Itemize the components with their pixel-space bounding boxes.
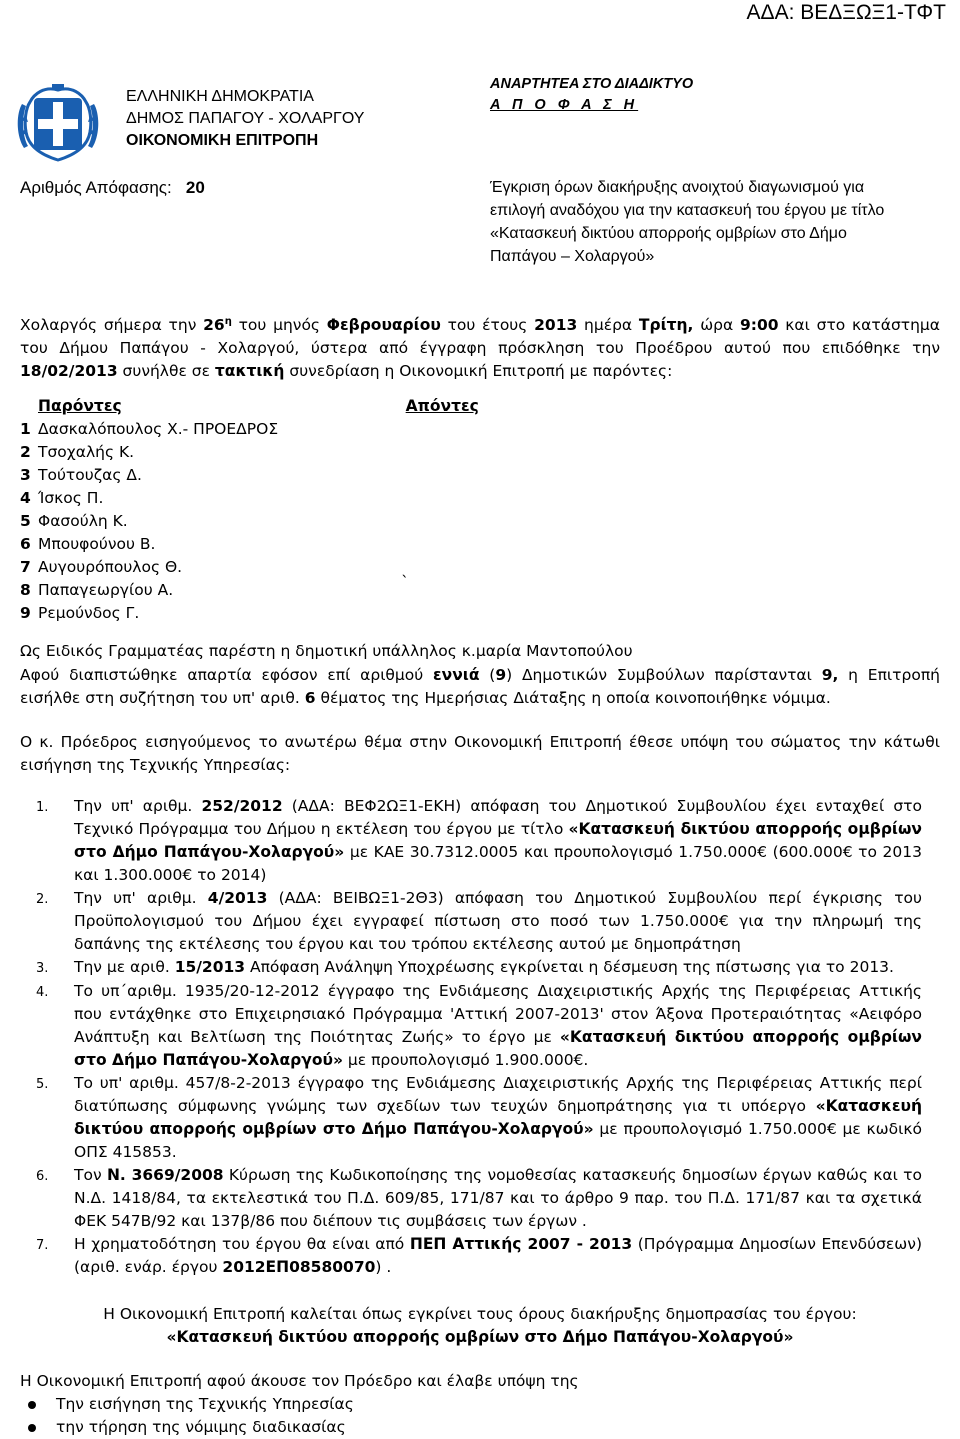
recital-segment: ) .	[375, 1258, 392, 1276]
recital-text	[74, 887, 922, 956]
recital-number: 7.	[36, 1238, 49, 1253]
recital-segment: Τον	[74, 1166, 107, 1184]
intro-text: συνεδρίαση η Οικονομική Επιτροπή με παρόντες:	[284, 362, 673, 381]
quorum-text: η Επιτροπή εισήλθε στη συζήτηση του υπ' αριθ.	[20, 666, 940, 707]
intro-text: Χολαργός σήμερα την	[20, 316, 204, 335]
attendance-list	[20, 395, 620, 625]
intro-text: του έτους	[440, 316, 535, 335]
intro-weekday: Τρίτη,	[638, 316, 694, 335]
call-text: Η Οικονομική Επιτροπή καλείται όπως εγκρίνει τους όρους διακήρυξης δημοπρασίας του έργου:	[103, 1305, 857, 1323]
recital-segment: Η χρηματοδότηση του έργου θα είναι από	[74, 1235, 410, 1253]
decision-number-value: 20	[185, 178, 205, 197]
intro-day-suffix: η	[224, 316, 232, 327]
recital-text	[74, 980, 922, 1072]
recital-item	[36, 795, 922, 887]
intro-text: ημέρα	[577, 316, 639, 335]
member-number: 3	[20, 466, 31, 484]
intro-year: 2013	[534, 316, 578, 335]
recital-item	[36, 956, 922, 980]
member-number: 4	[20, 489, 31, 507]
member-number: 2	[20, 443, 31, 461]
quorum-number: 9	[495, 666, 507, 684]
considerations-list	[20, 1393, 940, 1439]
recital-item	[36, 887, 922, 956]
project-title: «Κατασκευή δικτύου απορροής ομβρίων στο Δήμο Παπάγου-Χολαργού»	[74, 820, 922, 861]
member-number: 5	[20, 512, 31, 530]
recital-segment: Κύρωση της Κωδικοποίησης της νομοθεσίας κατασκευής δημοσίων έργων καθώς και το Ν.Δ. 1418/84, τα εκτελεστικά του Π.Δ. 609/85, 171/87 και το άρθρο 9 παρ. του Π.Δ. 171/87 και τα σχετικά ΦΕΚ 547Β/92 και 137β/86 που διέπουν τις συμβάσεις των έργων .	[74, 1166, 922, 1230]
recital-item	[36, 1233, 922, 1279]
header-committee: ΟΙΚΟΝΟΜΙΚΗ ΕΠΙΤΡΟΠΗ	[126, 132, 319, 149]
greek-coat-of-arms-icon	[14, 80, 102, 164]
secretary-line: Ως Ειδικός Γραμματέας παρέστη η δημοτική υπάλληλος κ.μαρία Μαντοπούλου	[20, 642, 633, 660]
posted-online-label: ΑΝΑΡΤΗΤΕΑ ΣΤΟ ΔΙΑΔΙΚΤΥΟ	[490, 76, 694, 92]
consideration-item: Την εισήγηση της Τεχνικής Υπηρεσίας	[36, 1393, 940, 1416]
member-number: 6	[20, 535, 31, 553]
recital-item	[36, 1072, 922, 1164]
member-name: Ρεμούνδος Γ.	[38, 604, 140, 622]
funding-program: ΠΕΠ Αττικής 2007 - 2013	[409, 1235, 633, 1253]
recital-segment: Απόφαση Ανάληψη Υποχρέωσης εγκρίνεται η δέσμευση της πίστωσης για το 2013.	[245, 958, 894, 976]
recital-segment: Το υπ' αριθμ. 457/8-2-2013 έγγραφο της Ενδιάμεσης Διαχειριστικής Αρχής της Περιφέρειας Αττικής περί διατύπωσης σύμφωνης γνώμης των σχεδίων των τευχών δημοπράτησης για τι υπόεργο	[74, 1074, 922, 1115]
quorum-text: ) Δημοτικών Συμβούλων παρίστανται	[506, 666, 822, 684]
after-intro: Η Οικονομική Επιτροπή αφού άκουσε τον Πρόεδρο και έλαβε υπόψη της	[20, 1372, 579, 1390]
member-row	[20, 464, 620, 487]
intro-day: 26	[203, 316, 225, 335]
member-number: 8	[20, 581, 31, 599]
member-row	[20, 533, 620, 556]
recital-segment: Το υπ΄αριθμ. 1935/20-12-2012 έγγραφο της Ενδιάμεσης Διαχειριστικής Αρχής της Περιφέρειας Αττικής που εντάχθηκε στο Επιχειρησιακό Πρόγραμμα 'Αττική 2007-2013' στον Άξονα Προτεραιότητας «Αειφόρο Ανάπτυξη και Βελτίωση της Ποιότητας Ζωής» το έργο με	[74, 982, 922, 1046]
recital-segment: με ΚΑΕ 30.7312.0005 και προυπολογισμό 1.750.000€ (600.000€ το 2013 και 1.300.000€ το 2014)	[74, 843, 922, 884]
recital-text	[74, 1164, 922, 1233]
member-row	[20, 556, 620, 579]
recital-segment: με προυπολογισμό 1.750.000€ με κωδικό ΟΠΣ 415853.	[74, 1120, 922, 1161]
quorum-topic-number: 6	[304, 689, 316, 707]
recital-text	[74, 1072, 922, 1164]
recital-segment: Την υπ' αριθμ.	[74, 889, 208, 907]
intro-time: 9:00	[739, 316, 779, 335]
quorum-word: εννιά	[433, 666, 480, 684]
recital-text	[74, 1233, 922, 1279]
recital-text	[74, 795, 922, 887]
decision-subject: Έγκριση όρων διακήρυξης ανοιχτού διαγωνισμού για επιλογή αναδόχου για την κατασκευή του έργου με τίτλο «Κατασκευή δικτύου απορροής ομβρίων στο Δήμο Παπάγου – Χολαργού»	[490, 179, 885, 265]
recital-number: 4.	[36, 985, 49, 1000]
intro-text: και στο κατάστημα του Δήμου Παπάγου - Χολαργού, ύστερα από έγγραφη πρόσκληση του Προέδρου αυτού που επιδόθηκε την	[20, 316, 941, 358]
member-row	[20, 602, 620, 625]
member-name: Παπαγεωργίου Α.	[38, 581, 174, 599]
call-project-title: «Κατασκευή δικτύου απορροής ομβρίων στο Δήμο Παπάγου-Χολαργού»	[166, 1328, 794, 1346]
recital-segment: (Πρόγραμμα Δημοσίων Επενδύσεων) (αριθ. ενάρ. έργου	[74, 1235, 922, 1276]
member-name: Φασούλη Κ.	[38, 512, 128, 530]
recital-number: 6.	[36, 1169, 49, 1184]
recital-list	[36, 795, 922, 1279]
member-name: Τούτουζας Δ.	[38, 466, 142, 484]
after-paragraph	[20, 1370, 940, 1439]
intro-date: 18/02/2013	[20, 362, 118, 381]
president-paragraph: Ο κ. Πρόεδρος εισηγούμενος το ανωτέρω θέμα στην Οικονομική Επιτροπή έθεσε υπόψη του σώματος την κάτωθι εισήγηση της Τεχνικής Υπηρεσίας:	[20, 733, 940, 774]
recital-ref: Ν. 3669/2008	[106, 1166, 224, 1184]
recital-ref: 4/2013	[207, 889, 268, 907]
header-country: ΕΛΛΗΝΙΚΗ ΔΗΜΟΚΡΑΤΙΑ	[126, 88, 314, 105]
header-municipality: ΔΗΜΟΣ ΠΑΠΑΓΟΥ - ΧΟΛΑΡΓΟΥ	[126, 110, 365, 127]
decision-number	[20, 176, 205, 199]
member-row	[20, 441, 620, 464]
intro-paragraph	[20, 310, 940, 383]
recital-item	[36, 980, 922, 1072]
consideration-item: την τήρηση της νόμιμης διαδικασίας	[36, 1416, 940, 1439]
recital-ref: 252/2012	[201, 797, 283, 815]
member-name: Τσοχαλής Κ.	[38, 443, 135, 461]
quorum-text: θέματος της Ημερήσιας Διάταξης η οποία κοινοποιήθηκε νόμιμα.	[315, 689, 831, 707]
member-name: Αυγουρόπουλος Θ.	[38, 558, 183, 576]
member-number: 1	[20, 420, 31, 438]
recital-text	[74, 956, 922, 980]
quorum-paragraph	[20, 664, 940, 710]
quorum-text: Αφού διαπιστώθηκε απαρτία εφόσον επί αριθμού	[20, 666, 434, 684]
recital-segment: Την με αριθ.	[74, 958, 175, 976]
project-code: 2012ΕΠ08580070	[222, 1258, 376, 1276]
recital-number: 1.	[36, 800, 49, 815]
member-row	[20, 487, 620, 510]
recital-segment: (ΑΔΑ: ΒΕΦ2ΩΞ1-ΕΚΗ) απόφαση του Δημοτικού Συμβουλίου έχει ενταχθεί στο Τεχνικό Πρόγραμμα του Δήμου η εκτέλεση του έργου με τίτλο	[74, 797, 922, 838]
intro-text: του μηνός	[231, 316, 327, 335]
member-row	[20, 418, 620, 441]
recital-ref: 15/2013	[174, 958, 246, 976]
project-title: «Κατασκευή δικτύου απορροής ομβρίων στο Δήμο Παπάγου-Χολαργού»	[74, 1097, 922, 1138]
quorum-text: (	[479, 666, 496, 684]
ada-code: ΑΔΑ: ΒΕΔΞΩΞ1-ΤΦΤ	[746, 1, 946, 24]
decision-number-label: Αριθμός Απόφασης:	[20, 178, 172, 197]
recital-number: 2.	[36, 892, 49, 907]
quorum-present: 9,	[821, 666, 839, 684]
intro-session-type: τακτική	[214, 362, 285, 381]
intro-text: συνήλθε σε	[117, 362, 215, 381]
member-row	[20, 510, 620, 533]
recital-segment: με προυπολογισμό 1.900.000€.	[342, 1051, 589, 1069]
recital-number: 5.	[36, 1077, 49, 1092]
recital-item	[36, 1164, 922, 1233]
member-number: 9	[20, 604, 31, 622]
recital-segment: Την υπ' αριθμ.	[74, 797, 202, 815]
recital-segment: (ΑΔΑ: ΒΕΙΒΩΞ1-2Θ3) απόφαση του Δημοτικού Συμβουλίου περί έγκρισης του Προϋπολογισμού του Δήμου έχει εγγραφεί πίστωση στο ποσό των 1.750.000€ για την πληρωμή της δαπάνης της εκτέλεσης του έργου και του τρόπου εκτέλεσης αυτού με δημοπράτηση	[74, 889, 922, 953]
decision-label: Α Π Ο Φ Α Σ Η	[490, 97, 639, 113]
document-type-header	[490, 74, 693, 116]
member-name: Ίσκος Π.	[38, 489, 104, 507]
member-name: Δασκαλόπουλος Χ.- ΠΡΟΕΔΡΟΣ	[38, 420, 279, 438]
present-header: Παρόντες	[38, 397, 122, 415]
stray-mark: `	[401, 573, 409, 591]
intro-text: ώρα	[693, 316, 740, 335]
project-title: «Κατασκευή δικτύου απορροής ομβρίων στο Δήμο Παπάγου-Χολαργού»	[74, 1028, 922, 1069]
member-name: Μπουφούνου Β.	[38, 535, 156, 553]
member-row	[20, 573, 620, 602]
intro-month: Φεβρουαρίου	[326, 316, 441, 335]
absent-header: Απόντες	[405, 397, 479, 415]
member-number: 7	[20, 558, 31, 576]
recital-number: 3.	[36, 961, 49, 976]
issuer-header	[126, 86, 364, 152]
call-paragraph	[20, 1303, 940, 1349]
